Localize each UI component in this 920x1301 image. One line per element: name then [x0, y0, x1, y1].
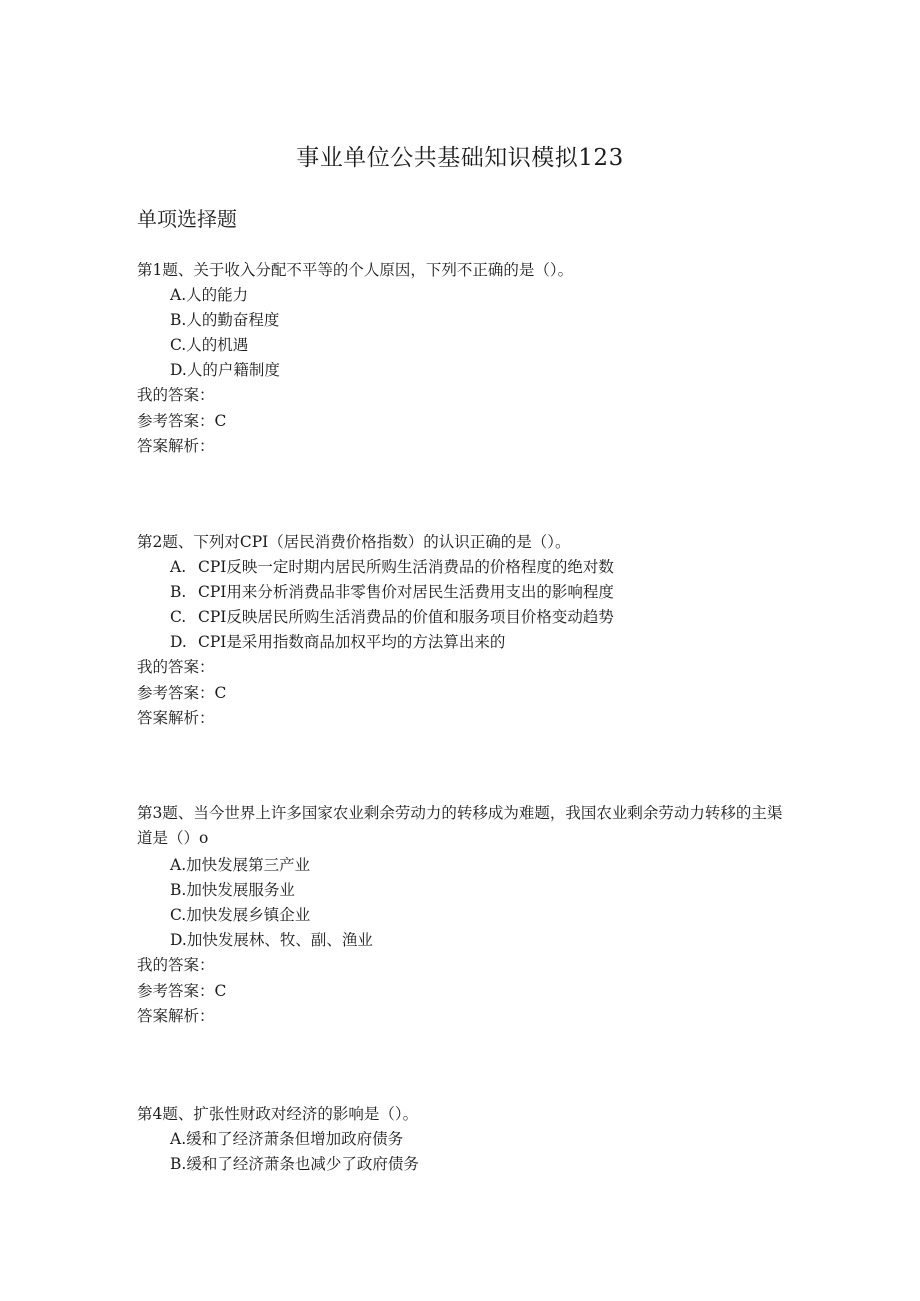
- option-list: [137, 1127, 787, 1177]
- explanation-label: 答案解析：: [137, 1007, 215, 1025]
- option-a: [137, 555, 787, 580]
- my-answer: [137, 383, 787, 409]
- option-d: [137, 630, 787, 655]
- option-text: CPI是采用指数商品加权平均的方法算出来的: [198, 633, 506, 651]
- option-letter: C.: [170, 336, 187, 354]
- option-text: CPI用来分析消费品非零售价对居民生活费用支出的影响程度: [198, 583, 614, 601]
- option-text: 人的勤奋程度: [186, 311, 280, 329]
- option-a: [137, 853, 787, 878]
- reference-answer-label: 参考答案：: [137, 981, 215, 1000]
- option-c: [137, 333, 787, 358]
- question-text: 第2题、下列对CPI（居民消费价格指数）的认识正确的是（）。: [137, 533, 571, 551]
- option-b: [137, 1152, 787, 1177]
- option-text: 加快发展乡镇企业: [186, 906, 311, 924]
- question-text: 第1题、关于收入分配不平等的个人原因，下列不正确的是（）。: [137, 261, 574, 279]
- reference-answer: [137, 409, 787, 435]
- option-letter: B.: [170, 881, 187, 899]
- option-text: 人的户籍制度: [186, 361, 280, 379]
- option-letter: A.: [170, 1130, 187, 1148]
- option-a: [137, 1127, 787, 1152]
- option-text: 加快发展服务业: [186, 881, 295, 899]
- my-answer-label: 我的答案：: [137, 386, 215, 404]
- option-d: [137, 928, 787, 953]
- option-d: [137, 358, 787, 383]
- reference-answer-value: C: [214, 981, 227, 1000]
- option-b: [137, 878, 787, 903]
- option-text: CPI反映居民所购生活消费品的价值和服务项目价格变动趋势: [198, 608, 614, 626]
- option-c: [137, 903, 787, 928]
- option-letter: C.: [170, 608, 187, 626]
- option-text: 加快发展林、牧、副、渔业: [186, 931, 373, 949]
- answer-explanation: [137, 706, 787, 732]
- option-letter: B.: [170, 311, 187, 329]
- option-letter: B.: [170, 1155, 187, 1173]
- option-letter: C.: [170, 906, 187, 924]
- option-list: [137, 555, 787, 655]
- document-title: 事业单位公共基础知识模拟123: [296, 145, 624, 171]
- my-answer-label: 我的答案：: [137, 956, 215, 974]
- option-letter: A.: [170, 856, 187, 874]
- option-text: 人的能力: [186, 286, 249, 304]
- question-text: 第4题、扩张性财政对经济的影响是（）。: [137, 1105, 419, 1123]
- option-a: [137, 283, 787, 308]
- question-3: [137, 801, 787, 1030]
- option-letter: D.: [170, 931, 187, 949]
- answer-explanation: [137, 434, 787, 460]
- reference-answer: [137, 979, 787, 1005]
- option-c: [137, 605, 787, 630]
- option-text: 缓和了经济萧条也减少了政府债务: [186, 1155, 419, 1173]
- reference-answer: [137, 681, 787, 707]
- option-b: [137, 580, 787, 605]
- my-answer: [137, 655, 787, 681]
- reference-answer-value: C: [214, 683, 227, 702]
- option-letter: A.: [170, 558, 187, 576]
- my-answer-label: 我的答案：: [137, 658, 215, 676]
- option-text: CPI反映一定时期内居民所购生活消费品的价格程度的绝对数: [198, 558, 614, 576]
- section-title: 单项选择题: [137, 207, 237, 231]
- reference-answer-label: 参考答案：: [137, 683, 215, 702]
- option-list: [137, 853, 787, 953]
- explanation-label: 答案解析：: [137, 709, 215, 727]
- option-letter: D.: [170, 361, 187, 379]
- option-list: [137, 283, 787, 383]
- reference-answer-value: C: [214, 411, 227, 430]
- answer-explanation: [137, 1004, 787, 1030]
- option-letter: B.: [170, 583, 187, 601]
- reference-answer-label: 参考答案：: [137, 411, 215, 430]
- question-text: 第3题、当今世界上许多国家农业剩余劳动力的转移成为难题，我国农业剩余劳动力转移的主渠道是（）o: [137, 804, 783, 847]
- question-1: [137, 258, 787, 460]
- question-4: [137, 1102, 787, 1177]
- option-letter: D.: [170, 633, 187, 651]
- option-text: 人的机遇: [186, 336, 249, 354]
- question-2: [137, 530, 787, 732]
- my-answer: [137, 953, 787, 979]
- explanation-label: 答案解析：: [137, 437, 215, 455]
- option-text: 加快发展第三产业: [186, 856, 311, 874]
- option-letter: A.: [170, 286, 187, 304]
- option-text: 缓和了经济萧条但增加政府债务: [186, 1130, 404, 1148]
- option-b: [137, 308, 787, 333]
